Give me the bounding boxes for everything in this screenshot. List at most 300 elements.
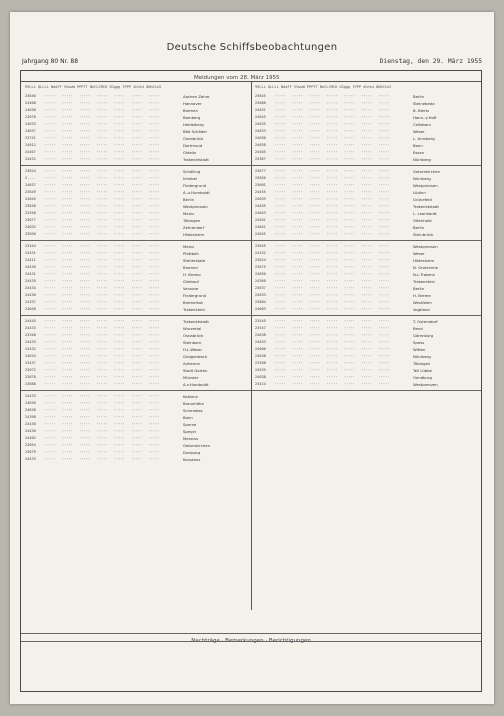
observation-row: [25, 93, 249, 100]
observation-row: [255, 135, 479, 142]
station-code: 24407: [25, 150, 36, 154]
station-code: 24455: [255, 190, 266, 194]
station-name: Verzone: [183, 286, 199, 291]
obs-values: ····· ····· ····· ····· ····· ····· ·····: [36, 108, 160, 112]
observation-row: [255, 121, 479, 128]
station-name: Berlin: [413, 94, 425, 99]
obs-values: ····· ····· ····· ····· ····· ····· ·····: [36, 183, 160, 187]
station-code: 24408: [25, 101, 36, 105]
station-name: Zehrendorf: [183, 225, 205, 230]
station-code: 23679: [25, 450, 36, 454]
observation-row: [25, 374, 249, 381]
obs-values: ····· ····· ····· ····· ····· ····· ·····: [266, 319, 390, 323]
station-name: Münster: [183, 375, 199, 380]
obs-values: ····· ····· ····· ····· ····· ····· ·····: [266, 197, 390, 201]
obs-values: ····· ····· ····· ····· ····· ····· ·····: [266, 300, 390, 304]
observation-row: [25, 210, 249, 217]
obs-values: ····· ····· ····· ····· ····· ····· ·····: [266, 136, 390, 140]
station-code: 23677: [255, 169, 266, 173]
obs-values: ····· ····· ····· ····· ····· ····· ·····: [36, 157, 160, 161]
station-code: 24063: [255, 307, 266, 311]
station-code: 24402: [25, 436, 36, 440]
nachtrage-rule-top: [21, 633, 481, 634]
obs-values: ····· ····· ····· ····· ····· ····· ·····: [266, 108, 390, 112]
station-code: 23558: [25, 211, 36, 215]
obs-values: ····· ····· ····· ····· ····· ····· ·····: [266, 286, 390, 290]
observation-row: [255, 250, 479, 257]
obs-values: ····· ····· ····· ····· ····· ····· ·····: [36, 115, 160, 119]
observation-row: [255, 156, 479, 163]
obs-values: ····· ····· ····· ····· ····· ····· ·····: [36, 204, 160, 208]
obs-values: ····· ····· ····· ····· ····· ····· ·····: [266, 150, 390, 154]
observation-row: [255, 231, 479, 238]
station-name: Braunhöhe: [183, 401, 204, 406]
station-code: 24045: [255, 232, 266, 236]
station-name: Westpreusen: [413, 183, 438, 188]
obs-values: ····· ····· ····· ····· ····· ····· ·····: [36, 136, 160, 140]
obs-values: ····· ····· ····· ····· ····· ····· ·····: [36, 150, 160, 154]
station-code: 24633: [255, 340, 266, 344]
station-name: Bonn: [183, 415, 193, 420]
observation-row: [25, 196, 249, 203]
station-code: 24638: [25, 408, 36, 412]
obs-values: ····· ····· ····· ····· ····· ····· ·····: [266, 272, 390, 276]
obs-values: ····· ····· ····· ····· ····· ····· ·····: [266, 169, 390, 173]
station-name: Heidelberg: [183, 122, 204, 127]
station-code: 24337: [25, 300, 36, 304]
station-code: 23348: [25, 333, 36, 337]
obs-values: ····· ····· ····· ····· ····· ····· ·····: [266, 101, 390, 105]
obs-values: ····· ····· ····· ····· ····· ····· ·····: [266, 115, 390, 119]
station-name: Westpreusen: [413, 244, 438, 249]
observation-row: [25, 114, 249, 121]
observation-row: [25, 306, 249, 313]
station-name: Bonn: [413, 143, 423, 148]
station-name: L. Leonhardt: [413, 211, 437, 216]
station-name: Gelsenkirchen: [183, 443, 211, 448]
observation-row: [255, 168, 479, 175]
station-name: Bremen: [183, 108, 198, 113]
observation-row: [255, 332, 479, 339]
obs-values: ····· ····· ····· ····· ····· ····· ·····: [36, 382, 160, 386]
document-page: [10, 12, 494, 704]
station-code: 2....: [25, 176, 36, 180]
station-code: 24631: [255, 108, 266, 112]
observation-row: [255, 182, 479, 189]
station-code: 23688: [25, 382, 36, 386]
obs-values: ····· ····· ····· ····· ····· ····· ·····: [36, 279, 160, 283]
observation-row: [25, 456, 249, 463]
obs-values: ····· ····· ····· ····· ····· ····· ·····: [266, 347, 390, 351]
station-name: Teil Lübbe: [413, 368, 432, 373]
obs-values: ····· ····· ····· ····· ····· ····· ·····: [36, 429, 160, 433]
obs-values: ····· ····· ····· ····· ····· ····· ·····: [36, 326, 160, 330]
station-name: N.L.Trakens: [413, 272, 435, 277]
station-name: Mannau: [183, 436, 199, 441]
station-name: Grolgenbach: [183, 354, 208, 359]
jahrgang-label: Jahrgang 80 Nr. 88: [22, 58, 79, 65]
station-code: 24634: [25, 354, 36, 358]
date-label: Dienstag, den 29. März 1955: [379, 58, 482, 65]
obs-values: ····· ····· ····· ····· ····· ····· ·····: [36, 375, 160, 379]
station-name: Rend: [413, 326, 423, 331]
obs-values: ····· ····· ····· ····· ····· ····· ·····: [36, 300, 160, 304]
station-name: Steherstate: [183, 258, 206, 263]
obs-values: ····· ····· ····· ····· ····· ····· ·····: [266, 361, 390, 365]
station-name: Trakenktein: [183, 307, 205, 312]
station-name: Tübingen: [183, 218, 201, 223]
station-name: Steinbrück: [413, 232, 434, 237]
obs-values: ····· ····· ····· ····· ····· ····· ·····: [36, 122, 160, 126]
station-name: Spess: [413, 340, 425, 345]
obs-values: ····· ····· ····· ····· ····· ····· ·····: [266, 368, 390, 372]
station-code: 24433: [25, 326, 36, 330]
obs-values: ····· ····· ····· ····· ····· ····· ·····: [36, 333, 160, 337]
station-code: 24045: [25, 197, 36, 201]
station-name: Duisburg: [183, 450, 201, 455]
observation-row: [25, 189, 249, 196]
obs-values: ····· ····· ····· ····· ····· ····· ·····: [266, 190, 390, 194]
observation-row: [25, 149, 249, 156]
observation-row: [255, 325, 479, 332]
observation-row: [255, 299, 479, 306]
obs-values: ····· ····· ····· ····· ····· ····· ·····: [266, 265, 390, 269]
station-code: 24439: [25, 279, 36, 283]
station-code: 23437: [25, 361, 36, 365]
obs-values: ····· ····· ····· ····· ····· ····· ·····: [266, 354, 390, 358]
obs-values: ····· ····· ····· ····· ····· ····· ·····: [36, 272, 160, 276]
observation-row: [25, 100, 249, 107]
observation-row: [255, 360, 479, 367]
station-name: Stadt Garten: [183, 368, 208, 373]
station-code: 23645: [255, 94, 266, 98]
station-code: 24432: [25, 157, 36, 161]
observation-row: [25, 421, 249, 428]
station-name: Nürnberg: [413, 157, 431, 162]
observation-row: [25, 414, 249, 421]
obs-values: ····· ····· ····· ····· ····· ····· ·····: [266, 375, 390, 379]
observation-row: [255, 374, 479, 381]
station-code: 24433: [25, 457, 36, 461]
station-code: 23424: [255, 382, 266, 386]
station-name: Westprenzen: [413, 382, 438, 387]
station-code: 24431: [25, 272, 36, 276]
station-code: 24633: [255, 293, 266, 297]
observation-row: [255, 100, 479, 107]
observation-row: [255, 339, 479, 346]
station-code: 24445: [25, 319, 36, 323]
station-name: Trakenktein: [413, 279, 435, 284]
station-code: 24636: [25, 401, 36, 405]
observation-row: [255, 353, 479, 360]
station-name: Oltenhald: [413, 218, 432, 223]
station-name: Westpreusen: [183, 204, 208, 209]
obs-values: ····· ····· ····· ····· ····· ····· ·····: [266, 183, 390, 187]
station-code: 23077: [25, 218, 36, 222]
station-name: Berlin: [413, 286, 425, 291]
station-code: 23648: [25, 204, 36, 208]
obs-values: ····· ····· ····· ····· ····· ····· ·····: [266, 326, 390, 330]
observation-row: [25, 442, 249, 449]
observation-row: [255, 271, 479, 278]
nachtrage-label: Nachträge · Bemerkungen · Berichtigungen: [191, 638, 311, 644]
obs-values: ····· ····· ····· ····· ····· ····· ·····: [266, 251, 390, 255]
observation-row: [255, 93, 479, 100]
station-name: Vogtland: [413, 307, 430, 312]
obs-values: ····· ····· ····· ····· ····· ····· ·····: [266, 258, 390, 262]
observation-row: [25, 292, 249, 299]
station-code: 24638: [255, 333, 266, 337]
station-code: 23078: [25, 115, 36, 119]
station-name: L. Arnsberg: [413, 136, 435, 141]
station-code: 23367: [255, 157, 266, 161]
station-code: 24411: [25, 258, 36, 262]
observation-row: [25, 353, 249, 360]
observation-row: [25, 156, 249, 163]
station-name: Trakenktstadt: [183, 319, 209, 324]
station-code: 24434: [25, 286, 36, 290]
station-code: 24637: [25, 183, 36, 187]
station-name: Sperne: [183, 422, 197, 427]
station-code: 23649: [25, 190, 36, 194]
station-code: 24431: [25, 251, 36, 255]
obs-values: ····· ····· ····· ····· ····· ····· ·····: [36, 197, 160, 201]
station-name: Anhenne: [183, 361, 200, 366]
station-code: 24638: [255, 143, 266, 147]
obs-values: ····· ····· ····· ····· ····· ····· ·····: [36, 218, 160, 222]
station-name: Koblenz: [183, 394, 198, 399]
obs-values: ····· ····· ····· ····· ····· ····· ·····: [36, 232, 160, 236]
station-code: 24006: [255, 347, 266, 351]
obs-values: ····· ····· ····· ····· ····· ····· ·····: [36, 265, 160, 269]
observation-row: [25, 175, 249, 182]
station-name: Hildesheim: [413, 258, 435, 263]
column-headers-left: 99LLL QLLLL NddFF VVwwW PPPTT NhCLCMCH GGggg 7PPP 4hhh4 8NhCLhS: [25, 85, 162, 89]
obs-values: ····· ····· ····· ····· ····· ····· ·····: [266, 218, 390, 222]
obs-values: ····· ····· ····· ····· ····· ····· ·····: [266, 94, 390, 98]
observation-row: [25, 182, 249, 189]
obs-values: ····· ····· ····· ····· ····· ····· ·····: [36, 258, 160, 262]
station-name: Trakenktstadt: [413, 204, 439, 209]
observation-row: [25, 339, 249, 346]
obs-values: ····· ····· ····· ····· ····· ····· ·····: [36, 129, 160, 133]
observation-row: [25, 360, 249, 367]
column-headers-right: 99LLL QLLLL NddFF VVwwW PPPTT NhCLCMCH GGggg 7PPP 4hhh4 8NhCLhS: [255, 85, 392, 89]
observation-row: [25, 318, 249, 325]
station-code: 23547: [255, 326, 266, 330]
observation-row: [255, 203, 479, 210]
observation-row: [255, 381, 479, 388]
station-name: Westfalen: [413, 300, 432, 305]
station-code: 24041: [255, 225, 266, 229]
station-name: Nürnberg: [413, 176, 431, 181]
observation-row: [25, 231, 249, 238]
station-code: 24635: [255, 204, 266, 208]
observation-row: [255, 175, 479, 182]
station-name: Weser: [413, 129, 425, 134]
station-code: 23024: [255, 258, 266, 262]
observation-row: [25, 107, 249, 114]
station-code: 24398: [25, 415, 36, 419]
obs-values: ····· ····· ····· ····· ····· ····· ·····: [36, 190, 160, 194]
section-divider: [21, 390, 481, 391]
obs-values: ····· ····· ····· ····· ····· ····· ·····: [266, 211, 390, 215]
station-code: 23036: [25, 232, 36, 236]
station-code: 23878: [25, 375, 36, 379]
obs-values: ····· ····· ····· ····· ····· ····· ·····: [266, 340, 390, 344]
station-code: 24433: [25, 340, 36, 344]
station-code: 23650: [255, 176, 266, 180]
station-name: A.v.Humboldt: [183, 382, 209, 387]
station-name: Berlin: [183, 197, 195, 202]
obs-values: ····· ····· ····· ····· ····· ····· ·····: [36, 307, 160, 311]
station-name: Speyer: [183, 429, 197, 434]
station-code: 24030: [255, 136, 266, 140]
section-divider: [21, 240, 481, 241]
observation-row: [25, 346, 249, 353]
station-name: H. Breme: [413, 293, 431, 298]
station-code: 24038: [25, 307, 36, 311]
station-code: 24436: [25, 265, 36, 269]
station-name: Oendburg: [413, 375, 432, 380]
observation-row: [25, 332, 249, 339]
observation-row: [255, 149, 479, 156]
observation-row: [255, 257, 479, 264]
obs-values: ····· ····· ····· ····· ····· ····· ·····: [266, 279, 390, 283]
station-code: 24633: [25, 122, 36, 126]
station-name: Bamberg: [183, 115, 201, 120]
station-name: Osnabrück: [183, 333, 204, 338]
obs-values: ····· ····· ····· ····· ····· ····· ·····: [36, 436, 160, 440]
observation-row: [25, 381, 249, 388]
obs-values: ····· ····· ····· ····· ····· ····· ·····: [36, 347, 160, 351]
station-code: 24830: [255, 272, 266, 276]
observation-row: [255, 318, 479, 325]
station-code: 24038: [255, 375, 266, 379]
obs-values: ····· ····· ····· ····· ····· ····· ·····: [36, 286, 160, 290]
obs-values: ····· ····· ····· ····· ····· ····· ·····: [36, 401, 160, 405]
observation-row: [255, 292, 479, 299]
observation-row: [25, 407, 249, 414]
station-code: 23688: [255, 101, 266, 105]
station-code: 23037: [255, 286, 266, 290]
obs-values: ····· ····· ····· ····· ····· ····· ·····: [266, 176, 390, 180]
observation-row: [25, 217, 249, 224]
observation-row: [255, 128, 479, 135]
station-name: Berlin: [413, 225, 425, 230]
station-name: Hannover: [183, 101, 202, 106]
station-name: Osnabrück: [183, 136, 204, 141]
obs-values: ····· ····· ····· ····· ····· ····· ·····: [36, 244, 160, 248]
observation-row: [25, 278, 249, 285]
observation-row: [255, 306, 479, 313]
observation-row: [25, 203, 249, 210]
station-code: 23624: [25, 169, 36, 173]
station-name: Hann.-v.Hoff: [413, 115, 437, 120]
station-code: 24433: [25, 394, 36, 398]
observation-row: [255, 196, 479, 203]
observation-row: [255, 142, 479, 149]
station-code: 23646: [25, 94, 36, 98]
station-code: 24405: [255, 150, 266, 154]
observation-row: [25, 121, 249, 128]
station-code: 23601: [255, 183, 266, 187]
observation-row: [25, 271, 249, 278]
obs-values: ····· ····· ····· ····· ····· ····· ·····: [36, 361, 160, 365]
station-name: Tübingen: [413, 361, 431, 366]
station-name: A.-v.Humboldt: [183, 190, 210, 195]
station-name: Fledergrund: [183, 293, 207, 298]
observation-row: [25, 428, 249, 435]
obs-values: ····· ····· ····· ····· ····· ····· ·····: [266, 293, 390, 297]
obs-values: ····· ····· ····· ····· ····· ····· ·····: [266, 204, 390, 208]
station-code: 24633: [255, 129, 266, 133]
observation-row: [255, 189, 479, 196]
station-code: 23072: [25, 368, 36, 372]
observation-row: [25, 435, 249, 442]
observation-row: [25, 257, 249, 264]
observation-row: [255, 285, 479, 292]
meldungen-label: Meldungen vom 28. März 1955: [191, 75, 282, 81]
obs-values: ····· ····· ····· ····· ····· ····· ·····: [36, 408, 160, 412]
observation-row: [25, 224, 249, 231]
station-name: N. Grohlenhe: [413, 265, 438, 270]
observation-row: [25, 135, 249, 142]
observation-row: [255, 107, 479, 114]
obs-values: ····· ····· ····· ····· ····· ····· ·····: [36, 176, 160, 180]
station-name: Witten: [413, 347, 426, 352]
station-code: 23398: [255, 361, 266, 365]
station-code: 24645: [255, 115, 266, 119]
obs-values: ····· ····· ····· ····· ····· ····· ·····: [36, 293, 160, 297]
station-code: 24032: [25, 225, 36, 229]
station-code: 24432: [25, 347, 36, 351]
station-name: Mainz: [183, 244, 195, 249]
station-name: Konstanz: [183, 457, 201, 462]
station-name: Weser: [413, 251, 425, 256]
station-name: Gelsenkirchen: [413, 169, 441, 174]
observation-row: [25, 168, 249, 175]
observation-row: [25, 400, 249, 407]
observation-row: [25, 243, 249, 250]
station-name: Hildesheim: [183, 232, 205, 237]
station-code: 24638: [25, 108, 36, 112]
section-divider: [21, 315, 481, 316]
station-name: Celleborn: [413, 122, 432, 127]
obs-values: ····· ····· ····· ····· ····· ····· ·····: [36, 415, 160, 419]
obs-values: ····· ····· ····· ····· ····· ····· ·····: [36, 169, 160, 173]
nachtrage-rule: [21, 641, 481, 642]
station-code: 23075: [255, 265, 266, 269]
obs-values: ····· ····· ····· ····· ····· ····· ·····: [36, 422, 160, 426]
obs-values: ····· ····· ····· ····· ····· ····· ·····: [36, 143, 160, 147]
station-name: H.L.Weser: [183, 347, 203, 352]
observation-row: [255, 224, 479, 231]
obs-values: ····· ····· ····· ····· ····· ····· ·····: [36, 225, 160, 229]
obs-values: ····· ····· ····· ····· ····· ····· ·····: [36, 101, 160, 105]
observation-row: [25, 128, 249, 135]
station-name: Essen: [413, 150, 425, 155]
obs-values: ····· ····· ····· ····· ····· ····· ·····: [36, 394, 160, 398]
station-code: 24430: [25, 293, 36, 297]
station-name: T. Osterndorf: [413, 319, 438, 324]
obs-values: ····· ····· ····· ····· ····· ····· ·····: [266, 122, 390, 126]
obs-values: ····· ····· ····· ····· ····· ····· ·····: [36, 319, 160, 323]
obs-values: ····· ····· ····· ····· ····· ····· ·····: [36, 450, 160, 454]
station-name: Mainz: [183, 211, 195, 216]
page-title: Deutsche Schiffsbeobachtungen: [166, 42, 338, 53]
station-name: Plettbeh: [183, 251, 199, 256]
